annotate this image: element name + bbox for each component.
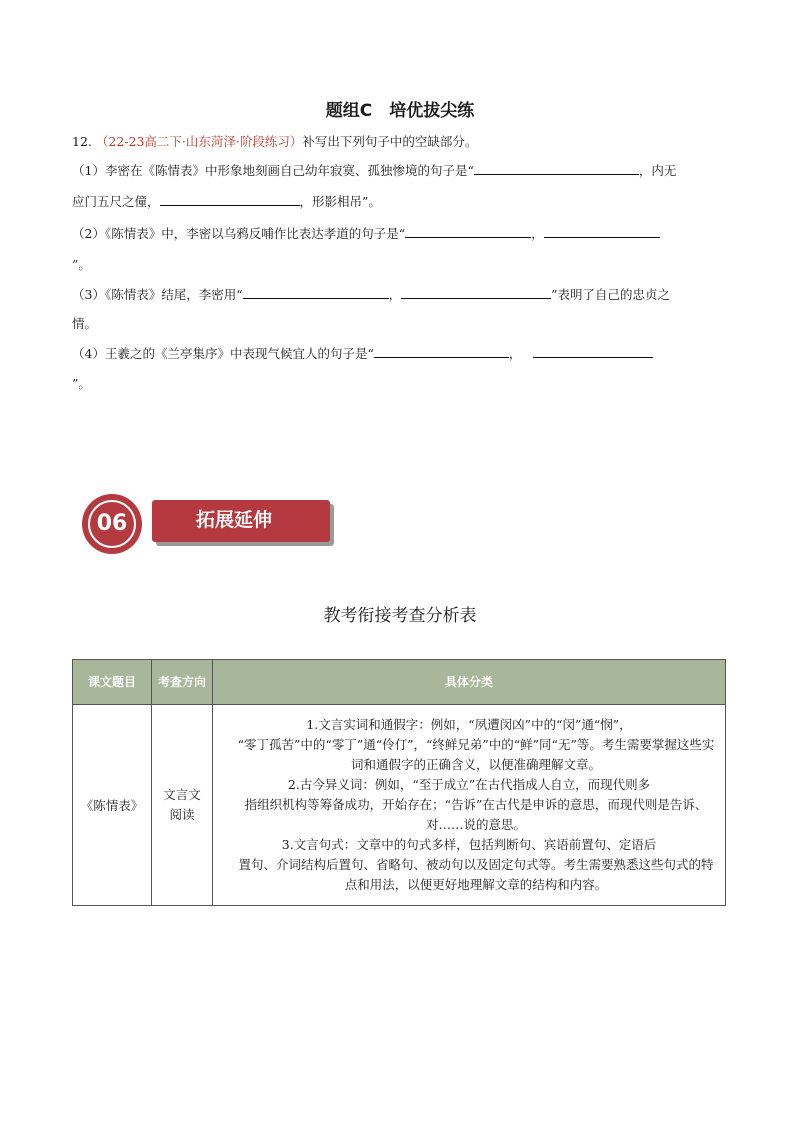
item-4-text-a: （4）王羲之的《兰亭集序》中表现气候宜人的句子是“	[72, 346, 374, 361]
fill-blank[interactable]	[374, 345, 509, 358]
fill-blank[interactable]	[401, 286, 551, 299]
fill-blank[interactable]	[160, 193, 300, 206]
item-3-text-c: 情。	[72, 316, 98, 331]
fill-blank[interactable]	[533, 345, 653, 358]
question-item-2-line-1	[72, 225, 730, 243]
item-2-comma: ，	[531, 226, 544, 241]
item-1-text-b: ，内无	[638, 163, 677, 178]
header-direction: 考查方向	[152, 660, 213, 705]
table-row	[73, 705, 726, 906]
question-item-4-line-1	[72, 345, 730, 363]
detail-item-1-head: 1.文言实词和通假字：例如，“夙遭闵凶”中的“闵”通“悯”，	[306, 717, 632, 732]
table-title: 教考衔接考查分析表	[323, 606, 477, 626]
analysis-table	[72, 659, 726, 906]
item-1-text-d: ，形影相吊”。	[299, 194, 381, 209]
detail-item-2-body: 指组织机构等筹备成功，开始存在；“告诉”在古代是申诉的意思，而现代则是告诉、对……说的意思。	[244, 797, 708, 832]
section-number: 06	[96, 511, 128, 536]
item-4-text-b: ”。	[72, 376, 91, 391]
fill-blank[interactable]	[405, 225, 531, 238]
section-banner-label: 拓展延伸	[196, 509, 273, 531]
item-2-text-a: （2）《陈情表》中，李密以乌鸦反哺作比表达孝道的句子是“	[72, 226, 406, 241]
question-number: 12.	[72, 134, 92, 149]
fill-blank[interactable]	[544, 225, 660, 238]
question-prompt: 补写出下列句子中的空缺部分。	[302, 134, 478, 149]
header-detail: 具体分类	[213, 660, 726, 705]
item-2-text-b: ”。	[72, 257, 91, 272]
question-source: （22-23高二下·山东菏泽·阶段练习）	[95, 134, 303, 149]
question-item-3-line-2	[72, 315, 730, 333]
table-header-row	[73, 660, 726, 705]
question-item-1-line-2	[72, 193, 730, 211]
cell-direction: 文言文阅读	[152, 705, 213, 906]
detail-item-2-head: 2.古今异义词：例如，“至于成立”在古代指成人自立，而现代则多	[287, 777, 651, 792]
question-item-3-line-1	[72, 286, 730, 304]
detail-item-3-body: 置句、介词结构后置句、省略句、被动句以及固定句式等。考生需要熟悉这些句式的特点和用法，以便更好地理解文章的结构和内容。	[238, 857, 714, 892]
question-header	[72, 133, 730, 151]
item-1-text-a: （1）李密在《陈情表》中形象地刻画自己幼年寂寞、孤独惨境的句子是“	[72, 163, 474, 178]
detail-item-3-head: 3.文言句式：文章中的句式多样，包括判断句、宾语前置句、定语后	[281, 837, 657, 852]
fill-blank[interactable]	[243, 286, 389, 299]
question-item-1-line-1	[72, 162, 730, 180]
item-1-text-c: 应门五尺之僮，	[72, 194, 160, 209]
item-4-comma: ，	[508, 346, 522, 361]
cell-detail	[213, 705, 726, 906]
item-3-text-b: ”表明了自己的忠贞之	[551, 287, 671, 302]
item-3-comma: ，	[388, 287, 402, 302]
question-item-4-line-2	[72, 375, 730, 393]
item-3-text-a: （3）《陈情表》结尾，李密用“	[72, 287, 243, 302]
header-text-title: 课文题目	[73, 660, 152, 705]
section-title: 题组C 培优拔尖练	[325, 101, 475, 121]
question-item-2-line-2	[72, 256, 730, 274]
cell-text-title: 《陈情表》	[73, 705, 152, 906]
fill-blank[interactable]	[474, 162, 639, 175]
detail-item-1-body: “零丁孤苦”中的“零丁”通“伶仃”，“终鲜兄弟”中的“鲜”同“无”等。考生需要掌握这些实词和通假字的正确含义，以便准确理解文章。	[237, 737, 715, 772]
